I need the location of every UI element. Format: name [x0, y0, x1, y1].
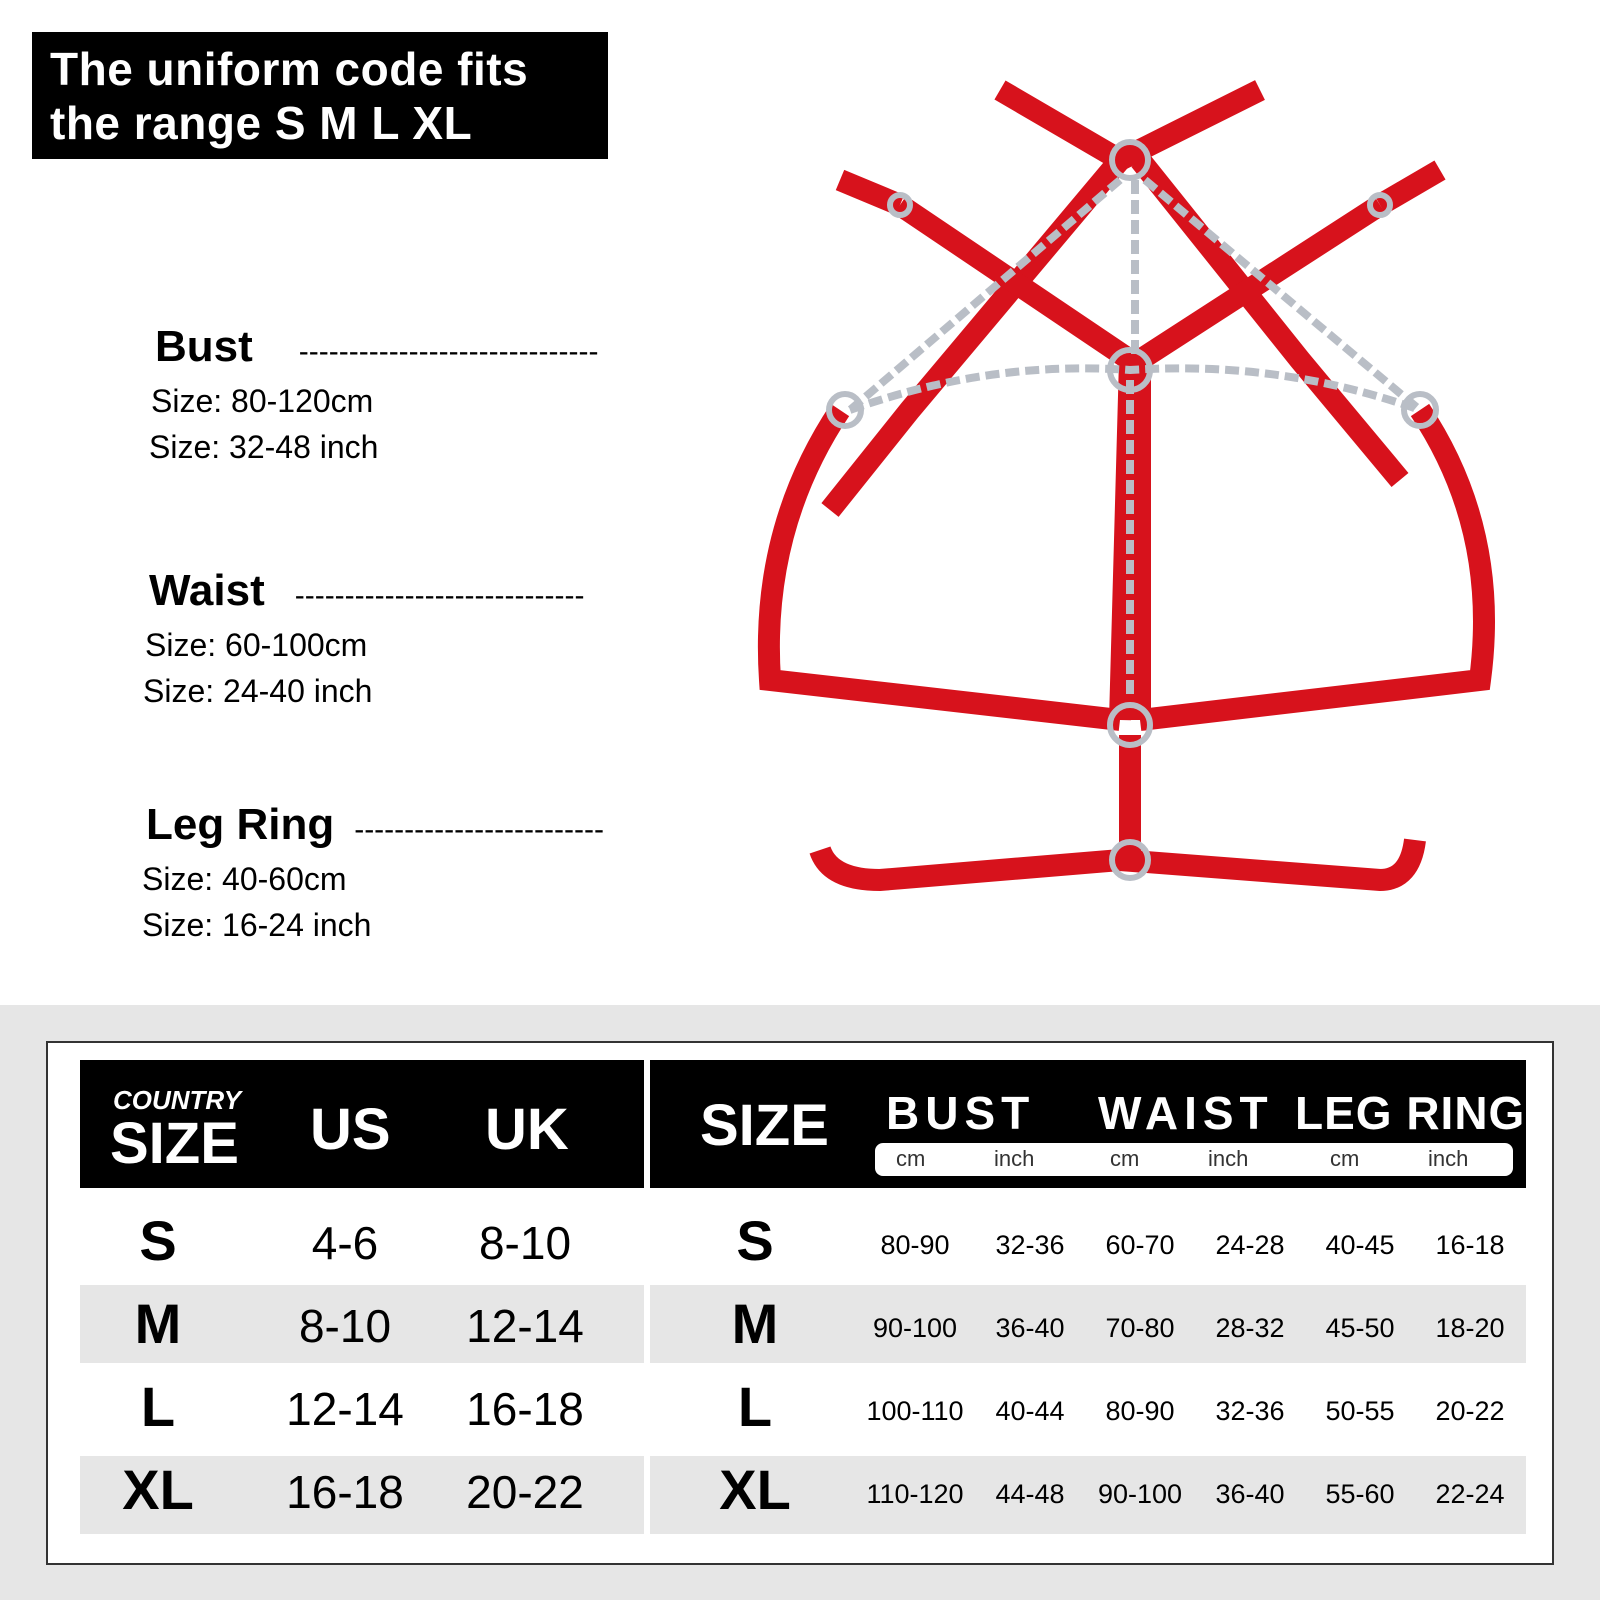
leg-ring-label: Leg Ring: [146, 800, 335, 849]
size-row-m-value-1: 36-40: [995, 1313, 1065, 1343]
header-waist: WAIST: [1098, 1087, 1274, 1139]
size-row-m-size: M: [731, 1292, 779, 1355]
country-row-s-size: S: [139, 1209, 177, 1272]
size-row-l-value-1: 40-44: [995, 1396, 1065, 1426]
header-us: US: [310, 1097, 391, 1162]
header-bust: BUST: [886, 1087, 1036, 1139]
leg-ring-measurement: [142, 800, 604, 948]
left-side-strap: [769, 410, 1120, 720]
harness-product-image: [740, 60, 1540, 940]
header-size: SIZE: [700, 1093, 829, 1158]
size-row-xl-value-5: 22-24: [1435, 1479, 1505, 1509]
left-chain: [850, 180, 1120, 410]
size-row-m-value-4: 45-50: [1325, 1313, 1395, 1343]
bust-size-cm: Size: 80-120cm: [151, 383, 374, 419]
header-leg-ring: LEG RING: [1295, 1087, 1526, 1139]
unit-waist-inch: inch: [1208, 1146, 1249, 1171]
size-row-l-value-3: 32-36: [1215, 1396, 1285, 1426]
size-row-s-value-3: 24-28: [1215, 1230, 1285, 1260]
waist-size-cm: Size: 60-100cm: [145, 627, 368, 663]
size-row-s-size: S: [736, 1209, 774, 1272]
country-row-xl-size: XL: [122, 1458, 194, 1521]
right-cross-strap: [1140, 205, 1380, 720]
size-row-l-value-0: 100-110: [866, 1396, 964, 1426]
title-banner: [32, 32, 608, 159]
size-row-m-value-5: 18-20: [1435, 1313, 1505, 1343]
country-row-l-uk: 16-18: [466, 1383, 584, 1435]
country-row-l-us: 12-14: [286, 1383, 404, 1435]
size-row-xl-value-0: 110-120: [866, 1479, 964, 1509]
header-country: COUNTRY: [113, 1085, 242, 1115]
size-row-xl-value-2: 90-100: [1097, 1479, 1183, 1509]
waist-label: Waist: [149, 566, 265, 615]
country-row-m-us: 8-10: [298, 1300, 392, 1352]
country-row-s-uk: 8-10: [478, 1217, 572, 1269]
unit-waist-cm: cm: [1110, 1146, 1140, 1171]
size-row-l-size: L: [737, 1375, 773, 1438]
header-uk: UK: [485, 1097, 569, 1162]
size-row-xl-value-1: 44-48: [995, 1479, 1065, 1509]
size-row-l-value-5: 20-22: [1435, 1396, 1505, 1426]
size-row-s-value-2: 60-70: [1105, 1230, 1175, 1260]
unit-leg-cm: cm: [1330, 1146, 1360, 1171]
unit-leg-inch: inch: [1428, 1146, 1469, 1171]
unit-bust-cm: cm: [896, 1146, 926, 1171]
size-row-xl-size: XL: [719, 1458, 791, 1521]
size-row-s-value-4: 40-45: [1325, 1230, 1395, 1260]
waist-dash-line: -----------------------------: [294, 579, 585, 612]
bust-label: Bust: [155, 322, 253, 371]
waist-size-inch: Size: 24-40 inch: [143, 673, 373, 709]
bust-dash-line: ------------------------------: [298, 335, 599, 368]
country-row-m-size: M: [134, 1292, 182, 1355]
size-row-s-value-5: 16-18: [1435, 1230, 1505, 1260]
leg-ring-size-inch: Size: 16-24 inch: [142, 907, 372, 943]
size-row-m-value-3: 28-32: [1215, 1313, 1285, 1343]
country-row-s-us: 4-6: [311, 1217, 379, 1269]
size-row-l-value-2: 80-90: [1105, 1396, 1175, 1426]
country-row-xl-uk: 20-22: [466, 1466, 584, 1518]
waist-measurement: [143, 566, 585, 714]
size-row-xl-value-4: 55-60: [1325, 1479, 1395, 1509]
size-row-s-value-1: 32-36: [995, 1230, 1065, 1260]
right-side-strap: [1140, 410, 1484, 720]
left-cross-strap: [900, 205, 1130, 720]
country-row-l-size: L: [140, 1375, 176, 1438]
size-row-l-value-4: 50-55: [1325, 1396, 1395, 1426]
size-row-m-value-2: 70-80: [1105, 1313, 1175, 1343]
header-country-size: SIZE: [110, 1111, 239, 1176]
neck-strap: [1000, 90, 1260, 160]
bust-size-inch: Size: 32-48 inch: [149, 429, 379, 465]
unit-bust-inch: inch: [994, 1146, 1035, 1171]
size-row-xl-value-3: 36-40: [1215, 1479, 1285, 1509]
title-line-2: the range S M L XL: [50, 97, 473, 149]
size-row-m-value-0: 90-100: [872, 1313, 958, 1343]
bust-measurement: [149, 322, 599, 470]
country-row-m-uk: 12-14: [466, 1300, 584, 1352]
title-line-1: The uniform code fits: [50, 43, 529, 95]
leg-ring-size-cm: Size: 40-60cm: [142, 861, 347, 897]
units-bar: [875, 1143, 1513, 1176]
country-row-xl-us: 16-18: [286, 1466, 404, 1518]
leg-ring-dash-line: -------------------------: [354, 813, 604, 846]
size-row-s-value-0: 80-90: [880, 1230, 950, 1260]
